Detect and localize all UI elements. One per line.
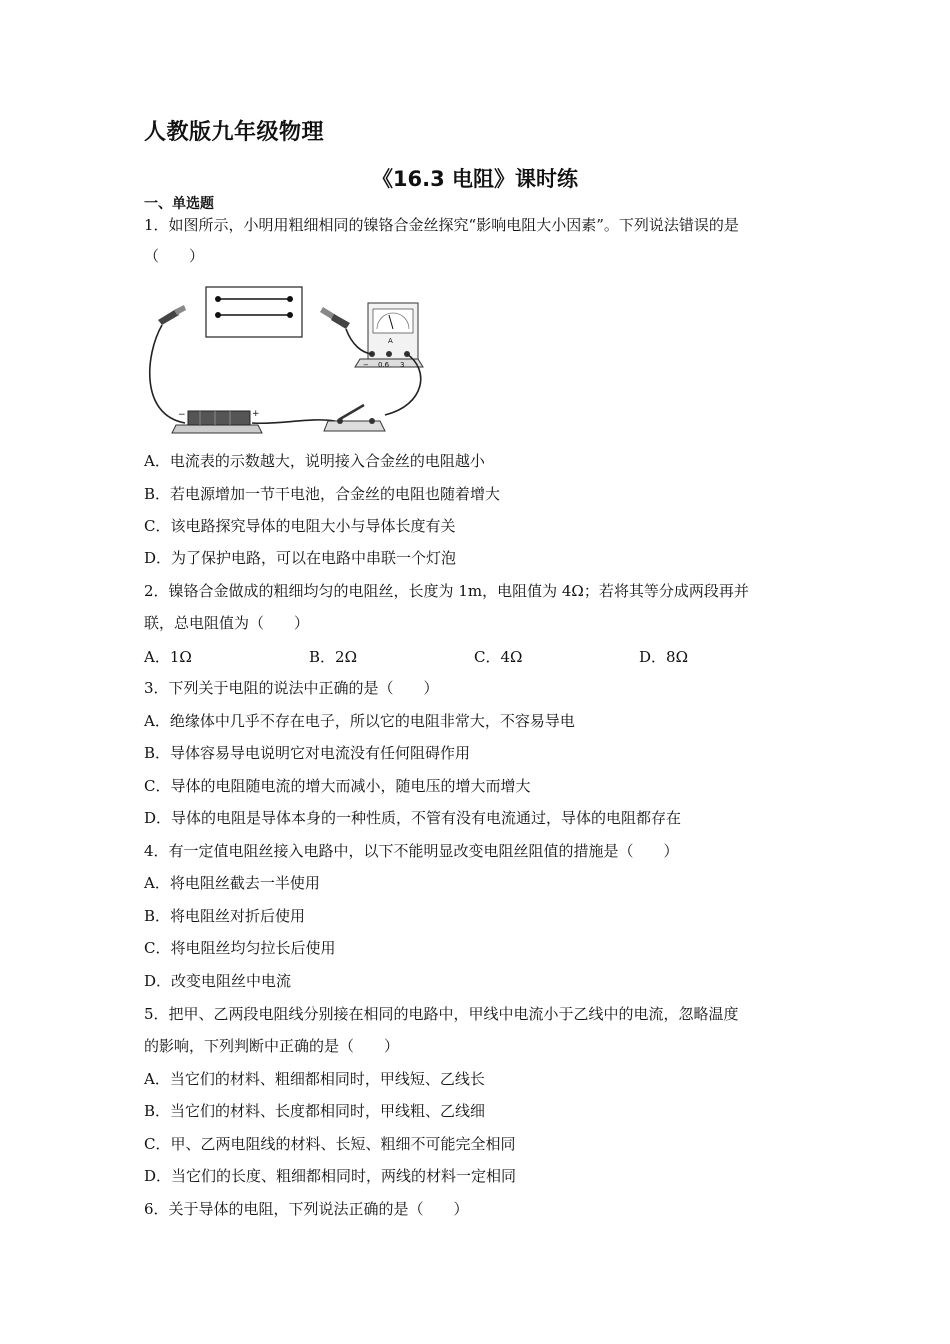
question-4-option-d[interactable]: D．改变电阻丝中电流 (144, 972, 292, 990)
question-2-option-d[interactable]: D．8Ω (639, 648, 689, 666)
ammeter-range-high: 3 (400, 361, 405, 369)
question-5-option-c[interactable]: C．甲、乙两电阻线的材料、长短、粗细不可能完全相同 (144, 1135, 516, 1153)
question-3-option-c[interactable]: C．导体的电阻随电流的增大而减小，随电压的增大而增大 (144, 777, 531, 795)
question-1-option-b[interactable]: B．若电源增加一节干电池，合金丝的电阻也随着增大 (144, 485, 501, 503)
question-4-option-a[interactable]: A．将电阻丝截去一半使用 (144, 874, 320, 892)
question-5-option-d[interactable]: D．当它们的长度、粗细都相同时，两线的材料一定相同 (144, 1167, 517, 1185)
question-2-stem-line-2: 联，总电阻值为（ ） (144, 614, 310, 632)
question-6-stem: 6．关于导体的电阻，下列说法正确的是（ ） (144, 1200, 469, 1218)
battery-icon (172, 409, 262, 433)
question-3-stem: 3．下列关于电阻的说法中正确的是（ ） (144, 679, 439, 697)
question-3-option-a[interactable]: A．绝缘体中几乎不存在电子，所以它的电阻非常大，不容易导电 (144, 712, 575, 730)
right-clip-icon (320, 307, 350, 329)
wire-terminal (287, 312, 293, 318)
question-5-option-a[interactable]: A．当它们的材料、粗细都相同时，甲线短、乙线长 (144, 1070, 485, 1088)
question-4-option-c[interactable]: C．将电阻丝均匀拉长后使用 (144, 939, 336, 957)
circuit-figure (140, 275, 440, 445)
question-5-stem-line-2: 的影响，下列判断中正确的是（ ） (144, 1037, 400, 1055)
question-1-option-d[interactable]: D．为了保护电路，可以在电路中串联一个灯泡 (144, 549, 457, 567)
wire-terminal (215, 296, 221, 302)
question-3-option-d[interactable]: D．导体的电阻是导体本身的一种性质，不管有没有电流通过，导体的电阻都存在 (144, 809, 682, 827)
question-2-option-a[interactable]: A．1Ω (144, 648, 192, 666)
question-2-stem-line-1: 2．镍铬合金做成的粗细均匀的电阻丝，长度为 1m，电阻值为 4Ω；若将其等分成两段再并 (144, 582, 749, 600)
wire-terminal (215, 312, 221, 318)
left-lead-wire (150, 325, 185, 423)
question-4-stem: 4．有一定值电阻丝接入电路中，以下不能明显改变电阻丝阻值的措施是（ ） (144, 842, 679, 860)
switch-icon (324, 405, 385, 431)
question-1-option-c[interactable]: C．该电路探究导体的电阻大小与导体长度有关 (144, 517, 456, 535)
question-2-option-b[interactable]: B．2Ω (309, 648, 358, 666)
ammeter-neg-label: − (363, 361, 369, 369)
battery-plus-label: + (252, 409, 260, 419)
section-heading: 一、单选题 (144, 196, 214, 212)
question-2-option-c[interactable]: C．4Ω (474, 648, 523, 666)
question-2-options (144, 646, 824, 666)
left-clip-icon (158, 305, 186, 325)
question-1-stem-line-1: 1．如图所示，小明用粗细相同的镍铬合金丝探究“影响电阻大小因素”。下列说法错误的是 (144, 216, 739, 234)
question-1-option-a[interactable]: A．电流表的示数越大，说明接入合金丝的电阻越小 (144, 452, 485, 470)
question-3-option-b[interactable]: B．导体容易导电说明它对电流没有任何阻碍作用 (144, 744, 471, 762)
wire-terminal (287, 296, 293, 302)
document-title: 人教版九年级物理 (144, 120, 325, 145)
question-5-option-b[interactable]: B．当它们的材料、长度都相同时，甲线粗、乙线细 (144, 1102, 486, 1120)
lesson-title: 《16.3 电阻》课时练 (371, 167, 579, 191)
question-4-option-b[interactable]: B．将电阻丝对折后使用 (144, 907, 306, 925)
battery-minus-label: − (178, 410, 186, 420)
question-1-stem-line-2: （ ） (144, 247, 205, 265)
wire-board (206, 287, 302, 337)
battery-to-switch-wire (252, 420, 335, 423)
ammeter-range-low: 0.6 (378, 361, 390, 369)
question-5-stem-line-1: 5．把甲、乙两段电阻线分别接在相同的电路中，甲线中电流小于乙线中的电流，忽略温度 (144, 1005, 739, 1023)
ammeter-symbol: A (388, 337, 393, 345)
